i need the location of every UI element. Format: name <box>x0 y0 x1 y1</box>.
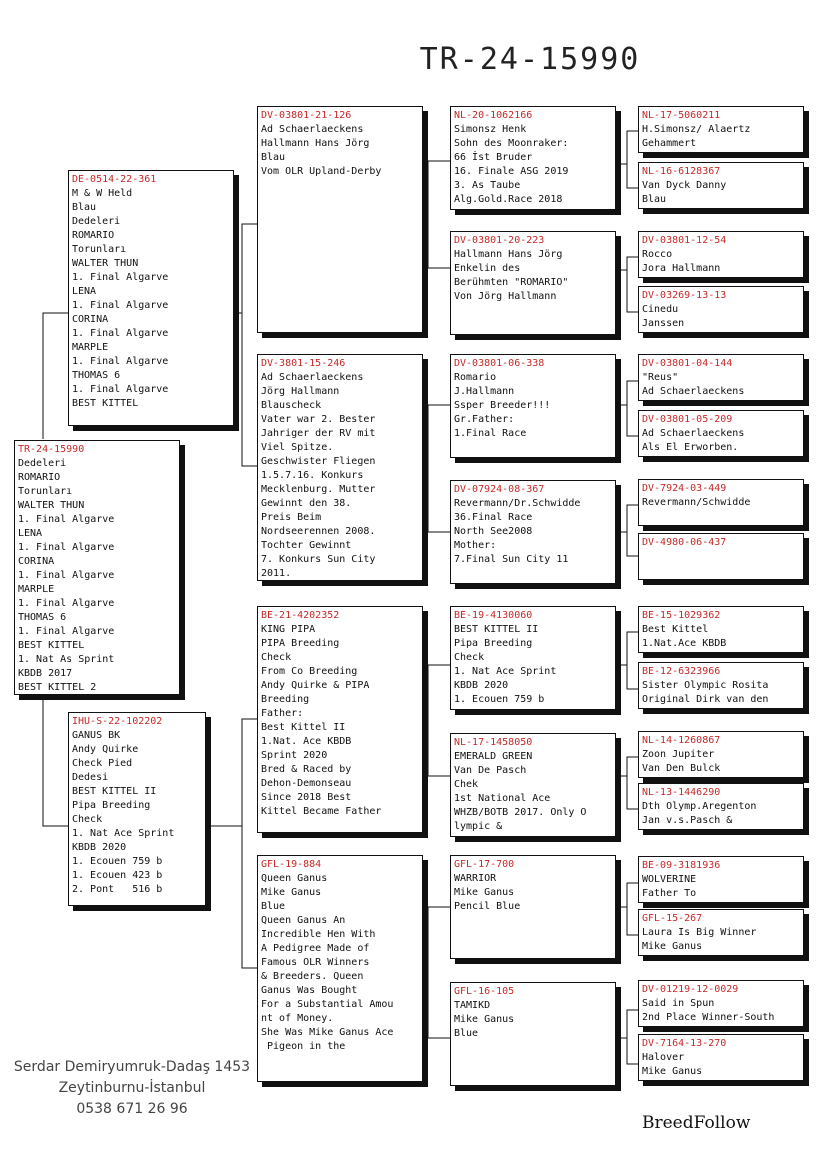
card-text-line: 1. Nat Ace Sprint <box>72 828 175 839</box>
card-lines <box>261 123 419 179</box>
owner-name: Serdar Demiryumruk-Dadaş 1453 <box>13 1059 251 1075</box>
card-text-line: Torunları <box>18 486 73 497</box>
card-text-line: Von Jörg Hallmann <box>454 291 557 302</box>
card-text-line: Hallmann Hans Jörg <box>454 249 563 260</box>
card-text-line: 7. Konkurs Sun City <box>261 554 376 565</box>
card-text-line: Als El Erworben. <box>642 442 739 453</box>
card-text-line: Berühmten "ROMARIO" <box>454 277 569 288</box>
ring-number: DV-3801-15-246 <box>261 358 346 369</box>
card-text-line: CORINA <box>72 314 109 325</box>
card-lines <box>642 248 800 276</box>
card-lines <box>642 623 800 651</box>
ring-number: DV-4980-06-437 <box>642 537 727 548</box>
card-text-line: Ganus Was Bought <box>261 985 358 996</box>
card-text-line: Breeding <box>261 694 310 705</box>
card-text-line: KBDB 2020 <box>454 680 509 691</box>
card-text-line: THOMAS 6 <box>72 370 121 381</box>
card-text-line: Since 2018 Best <box>261 792 352 803</box>
card-text-line: 1. Final Algarve <box>72 272 169 283</box>
card-text-line: Andy Quirke <box>72 744 139 755</box>
ring-number: TR-24-15990 <box>18 444 85 455</box>
card-text-line: Queen Ganus An <box>261 915 346 926</box>
great-grandparent-card <box>450 855 616 959</box>
ring-number: BE-15-1029362 <box>642 610 721 621</box>
card-text-line: Kittel Became Father <box>261 806 382 817</box>
ring-number: DV-03269-13-13 <box>642 290 727 301</box>
card-text-line: Pencil Blue <box>454 901 521 912</box>
card-text-line: Best Kittel II <box>261 722 346 733</box>
ring-number: DV-7924-03-449 <box>642 483 727 494</box>
card-text-line: 1. Ecouen 759 b <box>72 856 163 867</box>
card-text-line: BEST KITTEL <box>72 398 139 409</box>
card-text-line: Nordseerennen 2008. <box>261 526 376 537</box>
card-text-line: nt of Money. <box>261 1013 334 1024</box>
subject-card <box>14 440 180 695</box>
card-text-line: Cinedu <box>642 304 679 315</box>
card-lines <box>454 750 612 834</box>
card-text-line: WALTER THUN <box>18 500 85 511</box>
card-lines <box>261 872 419 1054</box>
ring-number: BE-12-6323966 <box>642 666 721 677</box>
pedigree-title: TR-24-15990 <box>419 42 641 77</box>
card-text-line: Dehon-Demonseau <box>261 778 352 789</box>
card-lines <box>454 623 612 707</box>
ring-number: DV-03801-05-209 <box>642 414 733 425</box>
great-grandparent-card <box>450 106 616 210</box>
card-text-line: 7.Final Sun City 11 <box>454 554 569 565</box>
card-text-line: BEST KITTEL <box>18 640 85 651</box>
great-grandparent-card <box>450 733 616 837</box>
brand-logo-text: BreedFollow <box>642 1113 751 1133</box>
gen4-card <box>638 662 804 709</box>
card-lines <box>72 187 230 411</box>
card-text-line: 1st National Ace <box>454 793 551 804</box>
ring-number: NL-14-1260867 <box>642 735 721 746</box>
card-text-line: Revermann/Dr.Schwidde <box>454 498 581 509</box>
card-text-line: Sprint 2020 <box>261 750 328 761</box>
card-text-line: Preis Beim <box>261 512 322 523</box>
card-text-line: Blau <box>261 152 286 163</box>
ring-number: DV-03801-20-223 <box>454 235 545 246</box>
card-text-line: Dedesi <box>72 772 109 783</box>
card-text-line: Jora Hallmann <box>642 263 721 274</box>
ring-number: GFL-15-267 <box>642 913 703 924</box>
card-text-line: 2011. <box>261 568 292 579</box>
card-text-line: Ssper Breeder!!! <box>454 400 551 411</box>
card-text-line: BEST KITTEL II <box>454 624 539 635</box>
card-lines <box>18 457 176 695</box>
card-lines <box>642 179 800 207</box>
card-text-line: GANUS BK <box>72 730 121 741</box>
gen4-card <box>638 606 804 653</box>
grandparent-card <box>257 106 423 333</box>
card-text-line: EMERALD GREEN <box>454 751 533 762</box>
card-text-line: Queen Ganus <box>261 873 328 884</box>
gen4-card <box>638 410 804 457</box>
card-lines <box>261 623 419 819</box>
gen4-card <box>638 731 804 778</box>
card-text-line: Van De Pasch <box>454 765 527 776</box>
card-text-line: 1.Nat.Ace KBDB <box>642 638 727 649</box>
card-text-line: & Breeders. Queen <box>261 971 364 982</box>
dam-card <box>68 712 206 906</box>
card-text-line: Mother: <box>454 540 497 551</box>
card-text-line: H.Simonsz/ Alaertz <box>642 124 751 135</box>
card-text-line: PIPA Breeding <box>261 638 340 649</box>
card-lines <box>642 1051 800 1079</box>
card-text-line: Alg.Gold.Race 2018 <box>454 194 563 205</box>
card-text-line: TAMIKD <box>454 1000 491 1011</box>
card-text-line: MARPLE <box>72 342 109 353</box>
card-text-line: Romario <box>454 372 497 383</box>
card-text-line: KING PIPA <box>261 624 316 635</box>
card-text-line: 1.Final Race <box>454 428 527 439</box>
ring-number: GFL-16-105 <box>454 986 515 997</box>
card-text-line: For a Substantial Amou <box>261 999 394 1010</box>
card-text-line: WARRIOR <box>454 873 497 884</box>
card-text-line: Jörg Hallmann <box>261 386 340 397</box>
gen4-card <box>638 783 804 830</box>
card-text-line: Mike Ganus <box>642 941 703 952</box>
card-text-line: Incredible Hen With <box>261 929 376 940</box>
gen4-card <box>638 980 804 1027</box>
card-text-line: Mecklenburg. Mutter <box>261 484 376 495</box>
card-text-line: 1. Nat As Sprint <box>18 654 115 665</box>
card-text-line: She Was Mike Ganus Ace <box>261 1027 394 1038</box>
card-text-line: CORINA <box>18 556 55 567</box>
card-text-line: Blauscheck <box>261 400 322 411</box>
ring-number: DV-03801-04-144 <box>642 358 733 369</box>
card-lines <box>454 371 612 441</box>
card-text-line: Dedeleri <box>72 216 121 227</box>
card-text-line: 3. As Taube <box>454 180 521 191</box>
ring-number: NL-17-5060211 <box>642 110 721 121</box>
card-text-line: 2. Pont 516 b <box>72 884 163 895</box>
card-text-line: Jan v.s.Pasch & <box>642 815 733 826</box>
card-lines <box>642 496 800 510</box>
card-text-line: Check <box>261 652 292 663</box>
card-lines <box>454 123 612 207</box>
card-text-line: 1. Final Algarve <box>18 514 115 525</box>
ring-number: NL-16-6128367 <box>642 166 721 177</box>
card-text-line: Van Den Bulck <box>642 763 721 774</box>
card-text-line: Tochter Gewinnt <box>261 540 352 551</box>
ring-number: NL-20-1062166 <box>454 110 533 121</box>
card-text-line: THOMAS 6 <box>18 612 67 623</box>
card-text-line: Father: <box>261 708 304 719</box>
card-lines <box>642 873 800 901</box>
card-text-line: Dedeleri <box>18 458 67 469</box>
card-lines <box>261 371 419 581</box>
card-text-line: Mike Ganus <box>454 887 515 898</box>
gen4-card <box>638 856 804 903</box>
card-text-line: KBDB 2020 <box>72 842 127 853</box>
card-text-line: 1. Ecouen 759 b <box>454 694 545 705</box>
ring-number: IHU-S-22-102202 <box>72 716 163 727</box>
gen4-card <box>638 479 804 526</box>
card-text-line: Pipa Breeding <box>72 800 151 811</box>
card-text-line: BEST KITTEL II <box>72 786 157 797</box>
card-text-line: Gr.Father: <box>454 414 515 425</box>
card-text-line: Check <box>72 814 103 825</box>
gen4-card <box>638 354 804 401</box>
card-text-line: ROMARIO <box>18 472 61 483</box>
card-text-line: Ad Schaerlaeckens <box>261 124 364 135</box>
card-text-line: Vom OLR Upland-Derby <box>261 166 382 177</box>
card-text-line: Van Dyck Danny <box>642 180 727 191</box>
card-text-line: M & W Held <box>72 188 133 199</box>
card-text-line: Mike Ganus <box>642 1066 703 1077</box>
ring-number: GFL-17-700 <box>454 859 515 870</box>
card-text-line: Geschwister Fliegen <box>261 456 376 467</box>
owner-phone: 0538 671 26 96 <box>76 1101 188 1117</box>
great-grandparent-card <box>450 982 616 1086</box>
card-text-line: Blau <box>72 202 97 213</box>
card-text-line: From Co Breeding <box>261 666 358 677</box>
card-text-line: 1. Final Algarve <box>72 328 169 339</box>
card-lines <box>454 872 612 914</box>
card-text-line: 16. Finale ASG 2019 <box>454 166 569 177</box>
grandparent-card <box>257 354 423 581</box>
card-text-line: lympic & <box>454 821 503 832</box>
card-lines <box>642 123 800 151</box>
card-text-line: 1. Final Algarve <box>18 626 115 637</box>
card-lines <box>642 800 800 828</box>
card-text-line: Zoon Jupiter <box>642 749 715 760</box>
ring-number: DV-03801-21-126 <box>261 110 352 121</box>
card-text-line: 1. Final Algarve <box>72 356 169 367</box>
card-text-line: Viel Spitze. <box>261 442 334 453</box>
card-text-line: Sohn des Moonraker: <box>454 138 569 149</box>
card-text-line: Rocco <box>642 249 673 260</box>
ring-number: DV-03801-12-54 <box>642 235 727 246</box>
ring-number: GFL-19-884 <box>261 859 322 870</box>
card-text-line: Check <box>454 652 485 663</box>
card-text-line: 1. Final Algarve <box>72 300 169 311</box>
card-text-line: Gehammert <box>642 138 697 149</box>
sire-card <box>68 170 234 426</box>
owner-location: Zeytinburnu-İstanbul <box>58 1080 206 1096</box>
card-text-line: Blue <box>261 901 286 912</box>
owner-info <box>12 1057 252 1120</box>
grandparent-card <box>257 855 423 1082</box>
card-text-line: Original Dirk van den <box>642 694 769 705</box>
card-text-line: LENA <box>72 286 97 297</box>
card-text-line: Dth Olymp.Aregenton <box>642 801 757 812</box>
card-text-line: Halover <box>642 1052 685 1063</box>
card-text-line: 36.Final Race <box>454 512 533 523</box>
card-text-line: J.Hallmann <box>454 386 515 397</box>
ring-number: DV-07924-08-367 <box>454 484 545 495</box>
ring-number: BE-09-3181936 <box>642 860 721 871</box>
card-text-line: 1. Nat Ace Sprint <box>454 666 557 677</box>
card-text-line: BEST KITTEL 2 <box>18 682 97 693</box>
gen4-card <box>638 533 804 580</box>
card-text-line: 1. Ecouen 423 b <box>72 870 163 881</box>
card-text-line: Vater war 2. Bester <box>261 414 376 425</box>
card-text-line: Andy Quirke & PIPA <box>261 680 370 691</box>
card-lines <box>642 679 800 707</box>
card-text-line: 1. Final Algarve <box>72 384 169 395</box>
card-text-line: Simonsz Henk <box>454 124 527 135</box>
card-text-line: 2nd Place Winner-South <box>642 1012 775 1023</box>
card-text-line: Famous OLR Winners <box>261 957 370 968</box>
card-lines <box>642 303 800 331</box>
great-grandparent-card <box>450 354 616 458</box>
card-text-line: Ad Schaerlaeckens <box>642 386 745 397</box>
great-grandparent-card <box>450 606 616 710</box>
card-text-line: A Pedigree Made of <box>261 943 370 954</box>
ring-number: DV-03801-06-338 <box>454 358 545 369</box>
card-text-line: Ad Schaerlaeckens <box>642 428 745 439</box>
card-text-line: WOLVERINE <box>642 874 697 885</box>
ring-number: NL-17-1458050 <box>454 737 533 748</box>
card-text-line: Pipa Breeding <box>454 638 533 649</box>
card-text-line: Sister Olympic Rosita <box>642 680 769 691</box>
card-text-line: Best Kittel <box>642 624 709 635</box>
gen4-card <box>638 162 804 209</box>
card-text-line: Said in Spun <box>642 998 715 1009</box>
card-text-line: Revermann/Schwidde <box>642 497 751 508</box>
gen4-card <box>638 106 804 153</box>
card-text-line: WHZB/BOTB 2017. Only O <box>454 807 587 818</box>
card-text-line: Torunları <box>72 244 127 255</box>
card-text-line: 1. Final Algarve <box>18 598 115 609</box>
card-lines <box>642 371 800 399</box>
card-text-line: Jahriger der RV mit <box>261 428 376 439</box>
ring-number: DV-7164-13-270 <box>642 1038 727 1049</box>
gen4-card <box>638 1034 804 1081</box>
card-text-line: ROMARIO <box>72 230 115 241</box>
card-text-line: Mike Ganus <box>454 1014 515 1025</box>
great-grandparent-card <box>450 231 616 335</box>
card-text-line: Ad Schaerlaeckens <box>261 372 364 383</box>
great-grandparent-card <box>450 480 616 584</box>
card-lines <box>454 248 612 304</box>
card-text-line: WALTER THUN <box>72 258 139 269</box>
card-text-line: 1.5.7.16. Konkurs <box>261 470 364 481</box>
gen4-card <box>638 231 804 278</box>
card-text-line: Hallmann Hans Jörg <box>261 138 370 149</box>
ring-number: BE-19-4130060 <box>454 610 533 621</box>
card-text-line: 1. Final Algarve <box>18 570 115 581</box>
ring-number: NL-13-1446290 <box>642 787 721 798</box>
card-text-line: Laura Is Big Winner <box>642 927 757 938</box>
gen4-card <box>638 909 804 956</box>
card-lines <box>642 926 800 954</box>
card-lines <box>72 729 202 897</box>
card-text-line: "Reus" <box>642 372 679 383</box>
card-text-line: KBDB 2017 <box>18 668 73 679</box>
card-text-line: 1.Nat. Ace KBDB <box>261 736 352 747</box>
card-lines <box>642 748 800 776</box>
card-lines <box>454 999 612 1041</box>
ring-number: DV-01219-12-0029 <box>642 984 739 995</box>
card-text-line: Janssen <box>642 318 685 329</box>
card-text-line: Enkelin des <box>454 263 521 274</box>
grandparent-card <box>257 606 423 833</box>
card-text-line: Check Pied <box>72 758 133 769</box>
card-text-line: Bred & Raced by <box>261 764 352 775</box>
card-text-line: 66 İst Bruder <box>454 152 533 163</box>
card-lines <box>454 497 612 567</box>
card-text-line: Chek <box>454 779 479 790</box>
card-text-line: LENA <box>18 528 43 539</box>
gen4-card <box>638 286 804 333</box>
card-text-line: MARPLE <box>18 584 55 595</box>
card-text-line: Mike Ganus <box>261 887 322 898</box>
card-lines <box>642 427 800 455</box>
card-lines <box>642 997 800 1025</box>
card-text-line: 1. Final Algarve <box>18 542 115 553</box>
card-text-line: Pigeon in the <box>261 1041 346 1052</box>
card-text-line: Blue <box>454 1028 479 1039</box>
card-text-line: Blau <box>642 194 667 205</box>
card-text-line: North See2008 <box>454 526 533 537</box>
ring-number: DE-0514-22-361 <box>72 174 157 185</box>
card-text-line: Gewinnt den 38. <box>261 498 352 509</box>
card-text-line: Father To <box>642 888 697 899</box>
ring-number: BE-21-4202352 <box>261 610 340 621</box>
